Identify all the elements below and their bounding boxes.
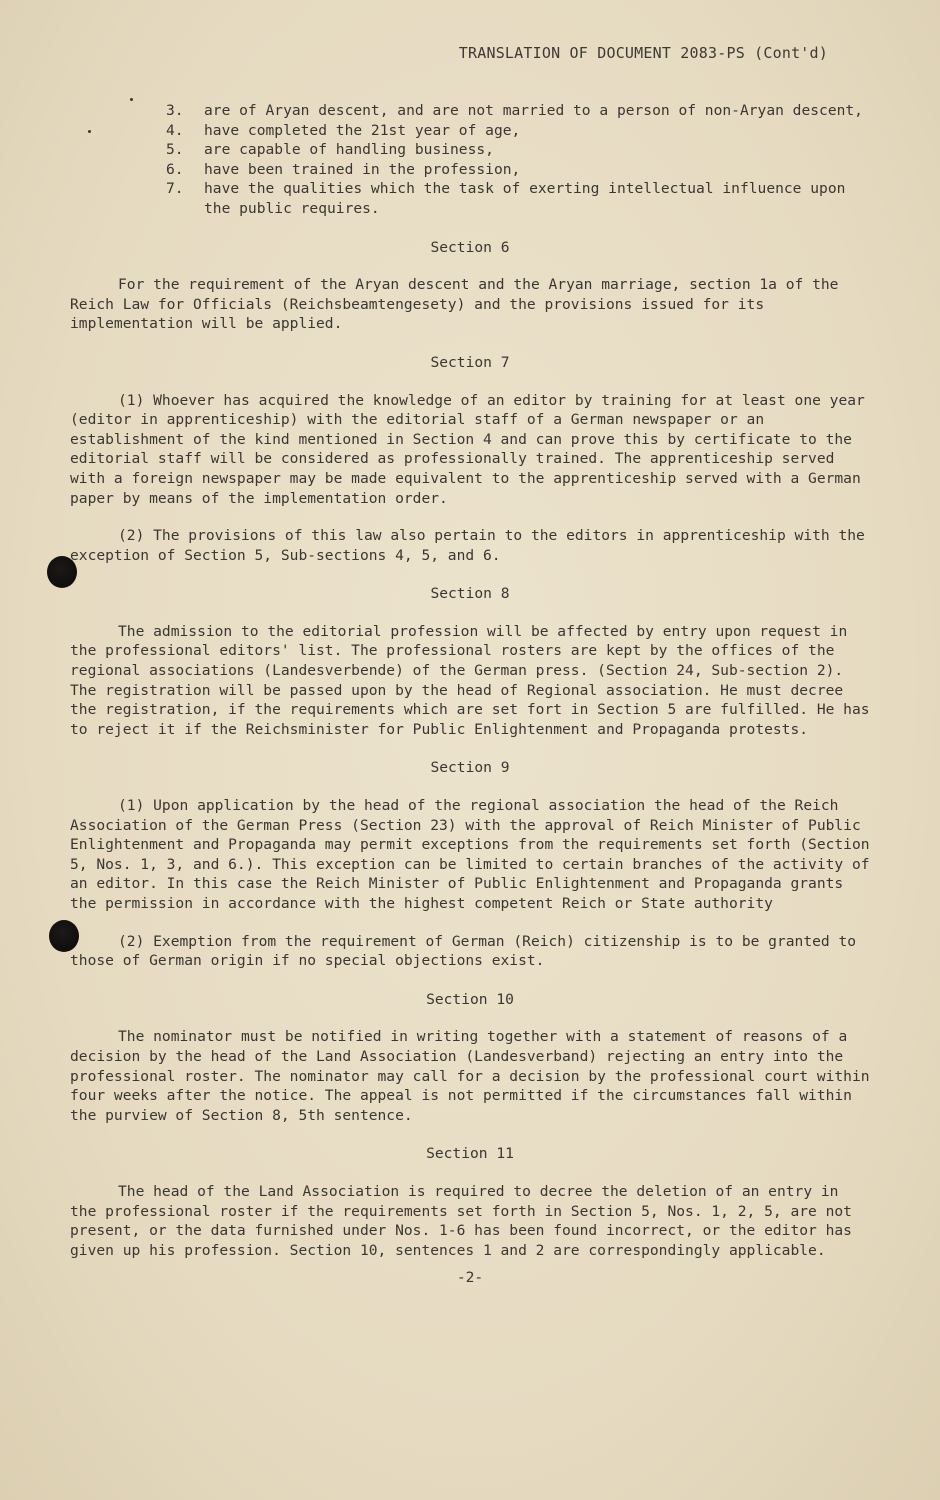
list-number: 6. xyxy=(166,160,184,178)
list-number: 4. xyxy=(166,121,184,139)
list-text: have the qualities which the task of exerting intellectual influence upon the public requires. xyxy=(204,180,846,217)
section-8-paragraph: The admission to the editorial profession will be affected by entry upon request in the professional editors' list. The professional rosters are kept by the offices of the regional associations (Landesverbende) of the German press. (Section 24, Sub-section 2). The registration will be passed upon by the head of Regional association. He must decree the registration, if the requirements which are set fort in Section 5 are fulfilled. He has to reject it if the Reichsminister for Public Enlightenment and Propaganda protests. xyxy=(70,622,870,738)
list-item xyxy=(166,121,870,141)
list-item xyxy=(166,140,870,160)
list-number: 7. xyxy=(166,180,184,198)
section-7-paragraph-2: (2) The provisions of this law also pertain to the editors in apprenticeship with the exception of Section 5, Sub-sections 4, 5, and 6. xyxy=(70,527,865,564)
document-body xyxy=(70,101,870,1288)
list-item xyxy=(166,160,870,180)
section-11-paragraph: The head of the Land Association is required to decree the deletion of an entry in the professional roster if the requirements set forth in Section 5, Nos. 1, 2, 5, are not present, or the data furnished under Nos. 1-6 has been found incorrect, or the editor has given up his profession. Section 10, sentences 1 and 2 are correspondingly applicable. xyxy=(70,1182,852,1259)
list-item xyxy=(166,179,870,218)
list-number: 3. xyxy=(166,102,184,119)
list-text: are of Aryan descent, and are not married to a person of non-Aryan descent, xyxy=(204,102,863,119)
requirements-list xyxy=(166,101,870,219)
section-10-heading: Section 10 xyxy=(426,990,514,1008)
document-header: TRANSLATION OF DOCUMENT 2083-PS (Cont'd) xyxy=(458,44,828,62)
list-item xyxy=(166,101,870,121)
section-8-heading: Section 8 xyxy=(430,585,510,603)
section-9-heading: Section 9 xyxy=(430,759,510,777)
section-11-heading: Section 11 xyxy=(426,1145,514,1163)
list-text: are capable of handling business, xyxy=(204,141,494,159)
section-9-paragraph-2: (2) Exemption from the requirement of German (Reich) citizenship is to be granted to those of German origin if no special objections exist. xyxy=(70,932,857,970)
page-number: -2- xyxy=(456,1269,484,1287)
section-7-paragraph-1: (1) Whoever has acquired the knowledge of an editor by training for at least one year (editor in apprenticeship) with the editorial staff of a German newspaper or an establishment of the kind mentioned in Section 4 and can prove this by certificate to the editorial staff will be considered as professionally trained. The apprenticeship served with a foreign newspaper may be made equivalent to the apprenticeship served with a German paper by means of the implementation order. xyxy=(70,391,865,507)
section-6-paragraph: For the requirement of the Aryan descent and the Aryan marriage, section 1a of the Reich Law for Officials (Reichsbeamtengesety) and the provisions issued for its implementation will be applied. xyxy=(70,276,839,333)
section-10-paragraph: The nominator must be notified in writing together with a statement of reasons of a decision by the head of the Land Association (Landesverband) rejecting an entry into the professional roster. The nominator may call for a decision by the professional court within four weeks after the notice. The appeal is not permitted if the circumstances fall within the purview of Section 8, 5th sentence. xyxy=(70,1028,870,1124)
section-9-paragraph-1: (1) Upon application by the head of the regional association the head of the Reich Association of the German Press (Section 23) with the approval of Reich Minister of Public Enlightenment and Propaganda may permit exceptions from the requirements set forth (Section 5, Nos. 1, 3, and 6.). This exception can be limited to certain branches of the activity of an editor. In this case the Reich Minister of Public Enlightenment and Propaganda grants the permission in accordance with the highest competent Reich or State authority xyxy=(70,797,870,912)
list-text: have completed the 21st year of age, xyxy=(204,121,521,139)
list-text: have been trained in the profession, xyxy=(204,160,521,178)
list-number: 5. xyxy=(166,141,184,159)
section-7-heading: Section 7 xyxy=(430,353,510,371)
section-6-heading: Section 6 xyxy=(430,238,510,256)
